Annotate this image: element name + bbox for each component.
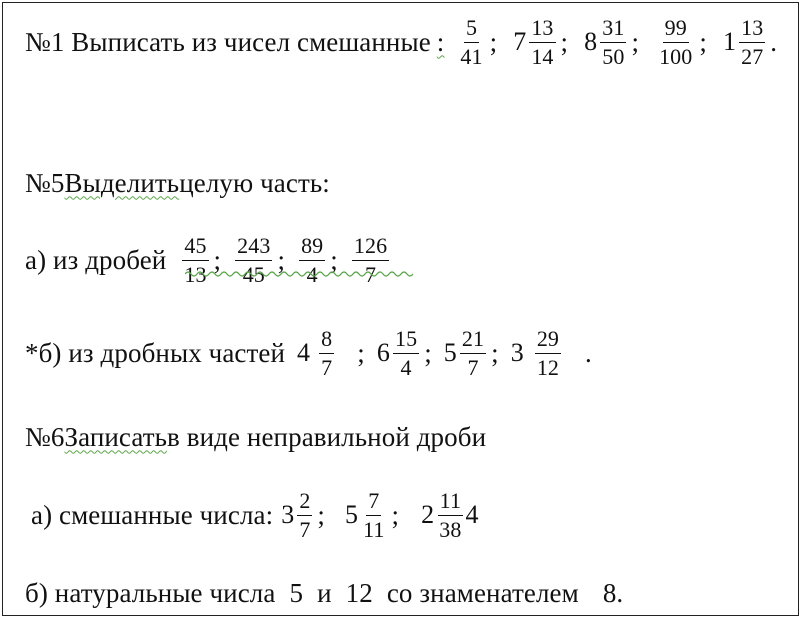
- task5b-line: [25, 321, 592, 385]
- separator: ;: [424, 337, 432, 368]
- task5a-line: [25, 228, 391, 292]
- task5a-label: а) из дробей: [25, 244, 167, 275]
- task6-number: №6: [25, 421, 65, 452]
- separator: ;: [699, 26, 707, 57]
- task6-verb: Записать: [64, 421, 168, 452]
- spellcheck-underline: [185, 269, 417, 279]
- task6a-fraction-2: 5 $\frac{7}{11}$: [345, 487, 385, 542]
- task5a-fraction-3: $\frac{89}{4}$: [301, 232, 324, 287]
- task5a-fraction-2: $\frac{243}{45}$: [237, 232, 271, 287]
- task6b-line: [25, 575, 623, 611]
- separator: ;: [560, 26, 569, 57]
- separator: .: [585, 337, 592, 368]
- separator: ;: [330, 244, 338, 275]
- separator: ;: [491, 337, 499, 368]
- task6-rest: в виде неправильной дроби: [167, 421, 487, 452]
- task1-colon: :: [436, 26, 445, 57]
- separator: ;: [631, 26, 640, 57]
- separator: ;: [277, 244, 286, 275]
- task5-verb: Выделить: [64, 167, 180, 198]
- task1-fraction-5: 1 $\frac{13}{27}$: [722, 14, 764, 69]
- task5a-fraction-1: $\frac{45}{13}$: [184, 232, 207, 287]
- task6a-label: а) смешанные числа:: [31, 499, 274, 530]
- task5b-fraction-3: 5 $\frac{21}{7}$: [443, 325, 485, 380]
- task1-line: [25, 11, 781, 73]
- separator: ;: [317, 499, 326, 530]
- task5b-fraction-2: 6 $\frac{15}{4}$: [376, 325, 418, 380]
- document-frame: [2, 2, 799, 616]
- task6b-and: и: [317, 577, 332, 608]
- task5b-fraction-4: 3 $\frac{29}{12}$: [510, 325, 560, 380]
- task1-fraction-3: 8 $\frac{31}{50}$: [584, 14, 625, 69]
- task6a-fraction-3: 2 $\frac{11}{38}$ 4: [421, 487, 479, 542]
- task5-title: [25, 163, 330, 203]
- task6a-line: [31, 483, 480, 547]
- task5a-fraction-4: $\frac{126}{7}$: [353, 232, 388, 287]
- task6a-fraction-1: 3 $\frac{2}{7}$: [281, 487, 311, 542]
- task5b-fraction-1: 4 $\frac{8}{7}$: [297, 325, 333, 380]
- task5-number: №5: [25, 167, 65, 198]
- task6b-number-2: 12: [345, 577, 373, 608]
- task5-rest: целую часть:: [179, 167, 330, 198]
- separator: ;: [357, 337, 365, 368]
- separator: .: [770, 26, 778, 57]
- task6-title: [25, 417, 486, 457]
- task5b-label: *б) из дробных частей: [25, 337, 286, 368]
- task1-fraction-2: 7 $\frac{13}{14}$: [513, 14, 554, 69]
- task6b-middle: со знаменателем: [386, 577, 579, 608]
- separator: ;: [391, 499, 400, 530]
- task1-fraction-1: $\frac{5}{41}$: [460, 14, 483, 69]
- task1-title: №1 Выписать из чисел смешанные: [25, 26, 431, 57]
- separator: ;: [489, 26, 498, 57]
- task1-fraction-4: $\frac{99}{100}$: [659, 14, 693, 69]
- task6b-number-1: 5: [289, 577, 304, 608]
- task6b-denominator: 8.: [602, 577, 624, 608]
- separator: ;: [213, 244, 222, 275]
- task6b-label: б) натуральные числа: [25, 577, 276, 608]
